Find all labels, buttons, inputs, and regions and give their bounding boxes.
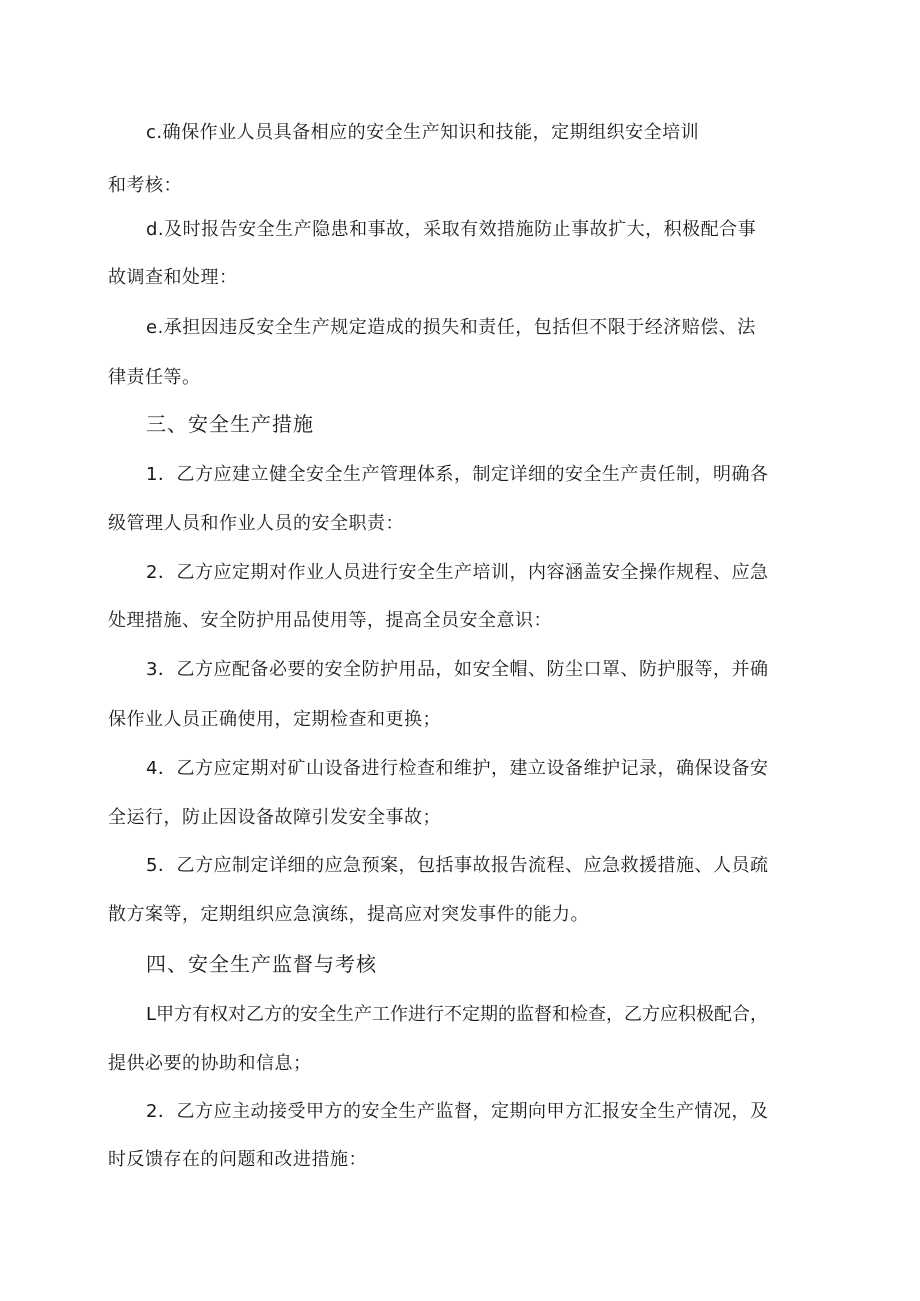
measure-5-line-1: 5．乙方应制定详细的应急预案，包括事故报告流程、应急救援措施、人员疏	[146, 855, 769, 876]
section-4-heading: 四、安全生产监督与考核	[146, 952, 377, 976]
clause-d-line-2: 故调查和处理：	[108, 267, 238, 288]
section-3-heading: 三、安全生产措施	[146, 412, 314, 436]
clause-d-line-1: d.及时报告安全生产隐患和事故，采取有效措施防止事故扩大，积极配合事	[146, 219, 757, 240]
supervision-1-line-2: 提供必要的协助和信息；	[108, 1053, 312, 1074]
measure-5-line-2: 散方案等，定期组织应急演练，提高应对突发事件的能力。	[108, 904, 589, 925]
measure-1-line-2: 级管理人员和作业人员的安全职责：	[108, 513, 404, 534]
supervision-2-line-2: 时反馈存在的问题和改进措施：	[108, 1149, 367, 1170]
measure-3-line-2: 保作业人员正确使用，定期检查和更换；	[108, 709, 441, 730]
measure-3-line-1: 3．乙方应配备必要的安全防护用品，如安全帽、防尘口罩、防护服等，并确	[146, 659, 769, 680]
clause-e-line-2: 律责任等。	[108, 367, 201, 388]
supervision-2-line-1: 2．乙方应主动接受甲方的安全生产监督，定期向甲方汇报安全生产情况，及	[146, 1101, 769, 1122]
clause-c-line-1: c.确保作业人员具备相应的安全生产知识和技能，定期组织安全培训	[146, 122, 700, 143]
supervision-1-line-1: L甲方有权对乙方的安全生产工作进行不定期的监督和检查，乙方应积极配合，	[146, 1004, 769, 1025]
measure-1-line-1: 1．乙方应建立健全安全生产管理体系，制定详细的安全生产责任制，明确各	[146, 464, 769, 485]
clause-e-line-1: e.承担因违反安全生产规定造成的损失和责任，包括但不限于经济赔偿、法	[146, 317, 756, 338]
clause-c-line-2: 和考核：	[108, 175, 182, 196]
measure-2-line-1: 2．乙方应定期对作业人员进行安全生产培训，内容涵盖安全操作规程、应急	[146, 562, 769, 583]
measure-2-line-2: 处理措施、安全防护用品使用等，提高全员安全意识：	[108, 610, 552, 631]
measure-4-line-1: 4．乙方应定期对矿山设备进行检查和维护，建立设备维护记录，确保设备安	[146, 758, 769, 779]
measure-4-line-2: 全运行，防止因设备故障引发安全事故；	[108, 807, 441, 828]
